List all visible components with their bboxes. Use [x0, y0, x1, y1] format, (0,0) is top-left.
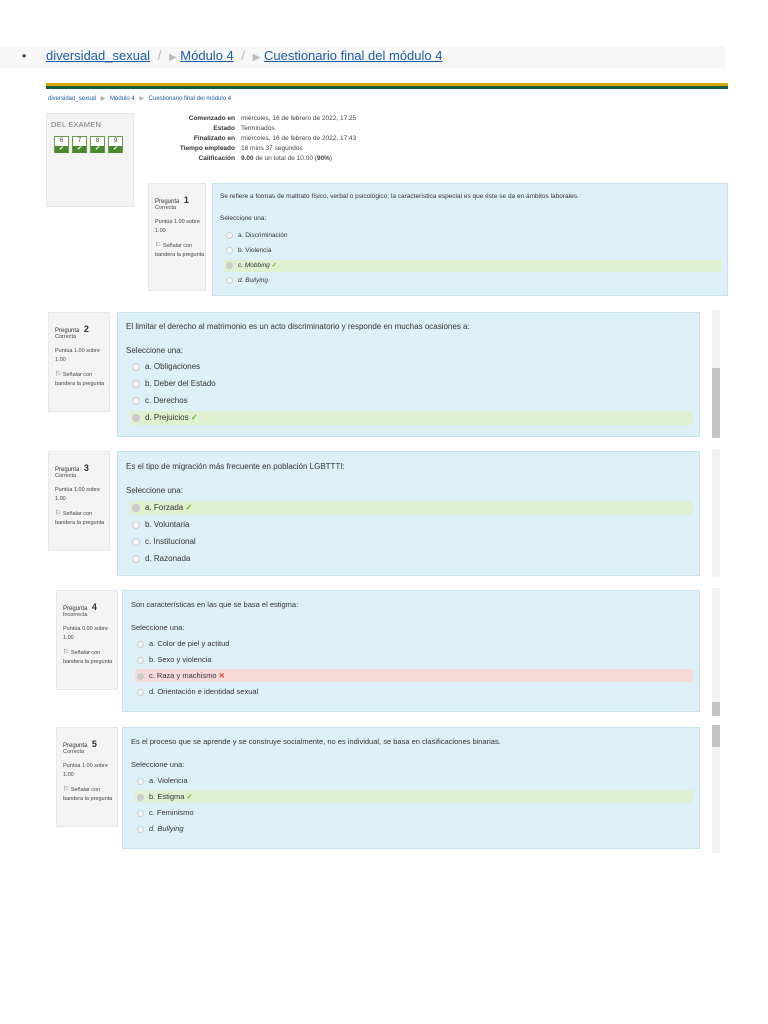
- answer-option[interactable]: [130, 552, 190, 566]
- answer-option-label: a. Violencia: [149, 776, 188, 785]
- scrollbar[interactable]: [712, 588, 720, 716]
- answer-option-label: a. Discriminación: [238, 232, 288, 239]
- question-info: [56, 727, 118, 827]
- flag-label: Señalar con bandera la pregunta: [155, 243, 205, 258]
- answer-option[interactable]: [130, 394, 188, 408]
- radio-button[interactable]: [132, 363, 140, 371]
- flag-question-link[interactable]: [63, 648, 117, 667]
- answer-option-label: d. Orientación e identidad sexual: [149, 687, 259, 696]
- summary-row-grade: [145, 155, 445, 165]
- answer-option-label: d. Razonada: [145, 554, 191, 563]
- question-label: Pregunta: [63, 743, 88, 749]
- summary-row-state: [145, 125, 445, 135]
- radio-button[interactable]: [132, 555, 140, 563]
- answer-option[interactable]: [224, 275, 268, 287]
- answer-option[interactable]: [135, 685, 258, 698]
- radio-button[interactable]: [132, 397, 140, 405]
- question-number: 4: [91, 602, 97, 612]
- question-state: Correcta: [55, 334, 77, 340]
- question-text: El limitar el derecho al matrimonio es un acto discriminatorio y responde en muchas ocasiones a:: [126, 322, 470, 331]
- quiz-navigation-block: [46, 113, 134, 207]
- radio-button[interactable]: [137, 826, 144, 833]
- answer-option-label: a. Obligaciones: [145, 362, 201, 371]
- radio-button[interactable]: [137, 689, 144, 696]
- inner-breadcrumb-module[interactable]: Módulo 4: [110, 96, 135, 102]
- radio-button[interactable]: [137, 810, 144, 817]
- answer-option-label: b. Violencia: [238, 247, 272, 254]
- answer-option[interactable]: [130, 518, 189, 532]
- grade-score: 9.00: [241, 155, 254, 162]
- answer-option[interactable]: [135, 669, 693, 682]
- radio-button[interactable]: [132, 521, 140, 529]
- question-formulation: [117, 312, 700, 437]
- question-label: Pregunta: [63, 606, 88, 612]
- question-number: 2: [83, 324, 89, 334]
- answer-option[interactable]: [135, 806, 194, 819]
- answer-option-label: b. Deber del Estado: [145, 379, 216, 388]
- list-bullet: •: [22, 49, 27, 63]
- triangle-right-icon: ▶: [168, 52, 177, 63]
- summary-value: miércoles, 16 de febrero de 2022, 17:43: [241, 135, 357, 142]
- summary-label: Comenzado en: [188, 115, 235, 122]
- radio-button[interactable]: [226, 247, 233, 254]
- scrollbar[interactable]: [712, 449, 720, 577]
- triangle-right-icon: ▶: [100, 96, 106, 102]
- attempt-summary-table: [145, 115, 445, 175]
- question-text: Son características en las que se basa el estigma:: [131, 600, 299, 609]
- check-icon: ✔: [73, 146, 86, 153]
- inner-breadcrumb-course[interactable]: diversidad_sexual: [48, 96, 97, 102]
- radio-button[interactable]: [137, 778, 144, 785]
- radio-button[interactable]: [226, 262, 233, 269]
- answer-option-label: a. Forzada: [145, 503, 184, 512]
- answer-option-label: d. Prejuicios: [145, 413, 189, 422]
- scrollbar-thumb[interactable]: [712, 725, 720, 747]
- check-icon: ✔: [91, 146, 104, 153]
- answer-option-label: b. Estigma: [149, 792, 185, 801]
- scrollbar-thumb[interactable]: [712, 368, 720, 438]
- scrollbar[interactable]: [712, 310, 720, 438]
- flag-question-link[interactable]: [55, 370, 109, 389]
- quiz-nav-number: 7: [77, 138, 82, 144]
- breadcrumb-module-link[interactable]: Módulo 4: [180, 48, 234, 63]
- flag-label: Señalar con bandera la pregunta: [63, 650, 113, 665]
- question-state: Correcta: [63, 749, 85, 755]
- flag-question-link[interactable]: [63, 785, 117, 804]
- answer-option[interactable]: [135, 822, 184, 835]
- answer-option[interactable]: [130, 377, 216, 391]
- question-info: [48, 451, 110, 551]
- radio-button[interactable]: [132, 538, 140, 546]
- question-formulation: [122, 590, 700, 712]
- summary-row-started: [145, 115, 445, 125]
- answer-option[interactable]: [130, 360, 200, 374]
- scrollbar-thumb[interactable]: [712, 702, 720, 716]
- answer-option[interactable]: [224, 230, 288, 242]
- answer-option[interactable]: [130, 411, 693, 425]
- flag-icon: ⚐: [55, 510, 62, 517]
- answer-option-label: d. Bullying: [149, 824, 184, 833]
- answer-option[interactable]: [135, 637, 229, 650]
- summary-label: Calificación: [198, 155, 235, 162]
- quiz-nav-title: DEL EXAMEN: [51, 120, 102, 129]
- question-state: Correcta: [155, 205, 177, 211]
- inner-breadcrumb: [48, 95, 231, 102]
- answer-option-label: b. Sexo y violencia: [149, 655, 212, 664]
- question-state: Correcta: [55, 473, 77, 479]
- summary-value: Terminados: [241, 125, 275, 132]
- flag-icon: ⚐: [155, 242, 162, 249]
- summary-value: miércoles, 16 de febrero de 2022, 17:25: [241, 115, 357, 122]
- radio-button[interactable]: [137, 673, 144, 680]
- question-info: [56, 590, 118, 690]
- summary-row-time: [145, 145, 445, 155]
- quiz-nav-number: 6: [59, 138, 64, 144]
- flag-icon: ⚐: [63, 786, 70, 793]
- summary-row-finished: [145, 135, 445, 145]
- check-icon: ✓: [185, 503, 193, 512]
- grade-close: ): [329, 155, 333, 162]
- summary-value: 18 mins 37 segundos: [241, 145, 303, 152]
- top-breadcrumb: [0, 46, 725, 68]
- answer-option[interactable]: [135, 790, 693, 803]
- flag-icon: ⚐: [63, 649, 70, 656]
- quiz-nav-button[interactable]: [72, 136, 87, 153]
- answer-option[interactable]: [135, 653, 212, 666]
- question-info: [148, 183, 206, 291]
- answer-option[interactable]: [224, 245, 272, 257]
- question-number: 3: [83, 463, 89, 473]
- question-formulation: [212, 183, 728, 296]
- answer-prompt: Seleccione una:: [126, 486, 183, 495]
- answer-option-label: a. Color de piel y actitud: [149, 639, 230, 648]
- answer-option-label: c. Raza y machismo: [149, 671, 217, 680]
- answer-option[interactable]: [135, 774, 188, 787]
- grade-total: de un total de 10.00 (: [255, 155, 317, 162]
- answer-option-label: c. Institucional: [145, 537, 196, 546]
- triangle-right-icon: ▶: [139, 96, 144, 102]
- question-label: Pregunta: [155, 199, 180, 205]
- answer-option-label: c. Feminismo: [149, 808, 194, 817]
- answer-option-label: d. Bullying: [238, 277, 268, 284]
- radio-button[interactable]: [137, 641, 144, 648]
- answer-option-label: c. Mobbing: [238, 262, 270, 269]
- question-mark: Puntúa 1.00 sobre 1.00: [55, 487, 100, 502]
- answer-option[interactable]: [130, 535, 196, 549]
- quiz-nav-number: 8: [95, 138, 100, 144]
- header-bar: [46, 86, 728, 89]
- answer-option[interactable]: [130, 501, 693, 515]
- question-mark: Puntúa 1.00 sobre 1.00: [155, 219, 200, 234]
- question-text: Es el tipo de migración más frecuente en población LGBTTTI:: [126, 462, 345, 471]
- inner-breadcrumb-quiz[interactable]: Cuestionario final del módulo 4: [148, 96, 232, 102]
- radio-button[interactable]: [137, 657, 144, 664]
- question-mark: Puntúa 0.00 sobre 1.00: [63, 626, 108, 641]
- question-number: 5: [91, 739, 97, 749]
- quiz-nav-button[interactable]: [90, 136, 105, 153]
- scrollbar[interactable]: [712, 725, 720, 853]
- triangle-right-icon: ▶: [252, 52, 261, 63]
- check-icon: ✓: [186, 792, 193, 801]
- question-number: 1: [183, 195, 189, 205]
- quiz-nav-number: 9: [113, 138, 118, 144]
- flag-label: Señalar con bandera la pregunta: [55, 511, 105, 526]
- answer-option-label: c. Derechos: [145, 396, 188, 405]
- check-icon: ✓: [190, 413, 198, 422]
- flag-label: Señalar con bandera la pregunta: [63, 787, 113, 802]
- breadcrumb-separator: /: [157, 48, 162, 63]
- radio-button[interactable]: [226, 277, 233, 284]
- question-state: Incorrecta: [63, 612, 88, 618]
- flag-question-link[interactable]: [155, 241, 209, 260]
- summary-label: Estado: [213, 125, 235, 132]
- grade-percent: 90%: [316, 155, 330, 162]
- answer-option[interactable]: [224, 260, 722, 272]
- quiz-nav-button[interactable]: [54, 136, 69, 153]
- flag-label: Señalar con bandera la pregunta: [55, 372, 105, 387]
- check-icon: ✔: [109, 146, 122, 153]
- answer-option-label: b. Voluntaria: [145, 520, 190, 529]
- radio-button[interactable]: [132, 504, 140, 512]
- radio-button[interactable]: [226, 232, 233, 239]
- answer-prompt: Seleccione una:: [126, 346, 183, 355]
- summary-value: [241, 155, 332, 162]
- breadcrumb-separator: /: [241, 48, 246, 63]
- radio-button[interactable]: [132, 380, 140, 388]
- check-icon: ✔: [55, 146, 68, 153]
- summary-label: Tiempo empleado: [179, 145, 235, 152]
- breadcrumb-course-link[interactable]: diversidad_sexual: [46, 48, 151, 63]
- summary-label: Finalizado en: [193, 135, 235, 142]
- question-formulation: [122, 727, 700, 849]
- radio-button[interactable]: [137, 794, 144, 801]
- question-formulation: [117, 451, 700, 576]
- radio-button[interactable]: [132, 414, 140, 422]
- breadcrumb-quiz-link[interactable]: Cuestionario final del módulo 4: [263, 48, 443, 63]
- question-mark: Puntúa 1.00 sobre 1.00: [63, 763, 108, 778]
- question-text: Es el proceso que se aprende y se construye socialmente, no es individual, se basa en clasificaciones binarias.: [131, 737, 501, 746]
- question-text: Se refiere a formas de maltrato físico, verbal o psicológico; la característica especial es que éste se da en ámbitos laborales.: [220, 193, 579, 200]
- question-info: [48, 312, 110, 412]
- flag-icon: ⚐: [55, 371, 62, 378]
- flag-question-link[interactable]: [55, 509, 109, 528]
- question-mark: Puntúa 1.00 sobre 1.00: [55, 348, 100, 363]
- check-icon: ✓: [271, 262, 278, 269]
- answer-prompt: Seleccione una:: [131, 623, 185, 632]
- answer-prompt: Seleccione una:: [220, 215, 267, 222]
- cross-icon: ✕: [218, 671, 225, 680]
- quiz-nav-button[interactable]: [108, 136, 123, 153]
- question-label: Pregunta: [55, 467, 80, 473]
- answer-prompt: Seleccione una:: [131, 760, 185, 769]
- question-label: Pregunta: [55, 328, 80, 334]
